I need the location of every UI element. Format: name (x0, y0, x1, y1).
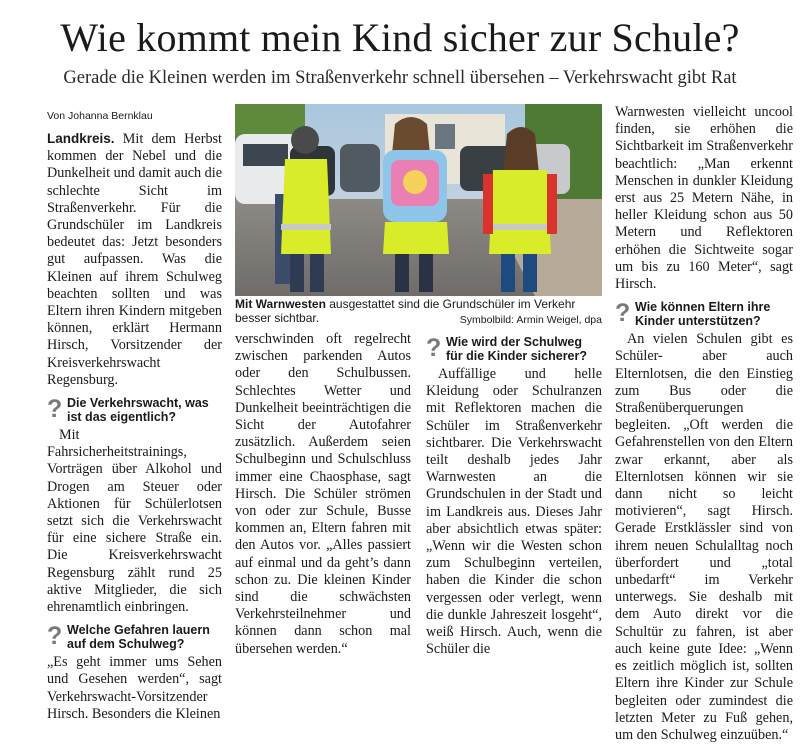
body-paragraph: Warnwesten vielleicht uncool finden, sie erhöhen die Sichtbarkeit im Straßenverkehr beachtlich: „Man erkennt Menschen in dunkler Kleidung erst aus 25 Metern Nähe, in heller Kleidung schon aus 50 Metern und Reflektoren erhöhen die Sichtweite sogar um bis zu 160 Meter“, sagt Hirsch. (615, 104, 793, 293)
answer-paragraph: Mit Fahrsicherheitstrainings, Vorträgen über Alkohol und Drogen am Steuer oder Aktionen für Schülerlotsen setzt sich die Verkehrswacht für eine sichere Straße ein. Die Kreisverkehrswacht Regensburg zählt rund 25 aktive Mitglieder, die sich ehrenamtlich einbringen. (47, 427, 222, 616)
column-3 (426, 331, 602, 658)
question-text: Wie wird der Schulweg für die Kinder sicherer? (446, 335, 588, 363)
answer-paragraph: „Es geht immer ums Sehen und Gesehen werden“, sagt Verkehrswacht-Vorsitzender Hirsch. Besonders die Kleinen (47, 654, 222, 722)
column-1 (47, 130, 222, 723)
question-heading (47, 396, 222, 424)
question-heading (615, 300, 793, 328)
byline: Von Johanna Bernklau (47, 110, 153, 122)
dateline: Landkreis. (47, 131, 115, 146)
column-4 (615, 104, 793, 744)
column-2 (235, 331, 411, 658)
intro-text: Mit dem Herbst kommen der Nebel und die Dunkelheit und damit auch die schlechte Sicht im Straßenverkehr. Für die Grundschüler im Landkreis bedeutet das: Jetzt besonders gut aufpassen. Was die Kleinen auf ihrem Schulweg beachten sollten und was Eltern ihren Kindern mitgeben können, erklärt Hermann Hirsch, Vorsitzender der Kreisverkehrswacht Regensburg. (47, 131, 222, 388)
question-mark-icon: ? (426, 334, 442, 362)
article-photo (235, 104, 602, 296)
intro-paragraph (47, 130, 222, 389)
question-text: Die Verkehrswacht, was ist das eigentlich? (67, 396, 209, 425)
question-text: Wie können Eltern ihre Kinder unterstützen? (635, 300, 771, 329)
question-heading (426, 335, 602, 363)
caption-lead: Mit Warnwesten (235, 297, 326, 311)
question-mark-icon: ? (47, 622, 63, 651)
question-mark-icon: ? (47, 395, 63, 424)
photo-credit: Symbolbild: Armin Weigel, dpa (459, 314, 602, 326)
question-text: Welche Gefahren lauern auf dem Schulweg? (67, 623, 210, 652)
question-heading (47, 623, 222, 651)
answer-paragraph: Auffällige und helle Kleidung oder Schulranzen mit Reflektoren machen die Schüler im Straßenverkehr sichtbarer. Die Verkehrswacht teilt deshalb jedes Jahr Warnwesten an die Grundschulen in der Stadt und im Landkreis aus. Dieses Jahr aber absichtlich etwas später: „Wenn wir die Westen schon zum Schulbeginn verteilen, haben die Kinder die schon vergessen oder verlegt, wenn die dunkle Jahreszeit losgeht“, weiß Hirsch. Auch, wenn die Schüler die (426, 366, 602, 658)
question-mark-icon: ? (615, 299, 631, 328)
answer-paragraph: An vielen Schulen gibt es Schüler- aber auch Elternlotsen, die den Einstieg zum Bus oder die Straßenüberquerungen begleiten. „Oft werden die Gefahrenstellen von den Eltern zwar erkannt, aber als Elternlotsen können wir sie dann nicht so leicht motivieren“, sagt Hirsch. Gerade Erstklässler sind von ihrem neuen Schulalltag noch überfordert und „total unbedarft“ im Verkehr unterwegs. Sie deshalb mit dem Auto direkt vor die Schultür zu fahren, ist aber auch keine gute Idee: „Wenn es zeitlich möglich ist, sollten Eltern ihre Kinder zur Schule begleiten oder zumindest die letzten Meter zu Fuß gehen, um den Schulweg einzuüben.“ (615, 331, 793, 743)
schoolchildren-illustration (235, 104, 602, 296)
subheadline: Gerade die Kleinen werden im Straßenverkehr schnell übersehen – Verkehrswacht gibt Rat (63, 68, 737, 88)
body-paragraph: verschwinden oft regelrecht zwischen parkenden Autos oder den Schulbussen. Schlechtes Wetter und Dunkelheit beeinträchtigen die Sicht der Autofahrer zusätzlich. Außerdem seien Schulbeginn und Schulschluss immer eine Chaosphase, sagt Hirsch. Die Schüler strömen von oder zur Schule, Busse kommen an, Eltern fahren mit den Autos vor. „Alles passiert auf einmal und da geht’s dann schon zu. Die kleinen Kinder sind die schwächsten Verkehrsteilnehmer und können dann schon mal übersehen werden.“ (235, 331, 411, 657)
caption-text: ausgestattet sind die Grundschüler im Verkehr besser sichtbar. (235, 297, 576, 325)
headline: Wie kommt mein Kind sicher zur Schule? (60, 15, 740, 60)
